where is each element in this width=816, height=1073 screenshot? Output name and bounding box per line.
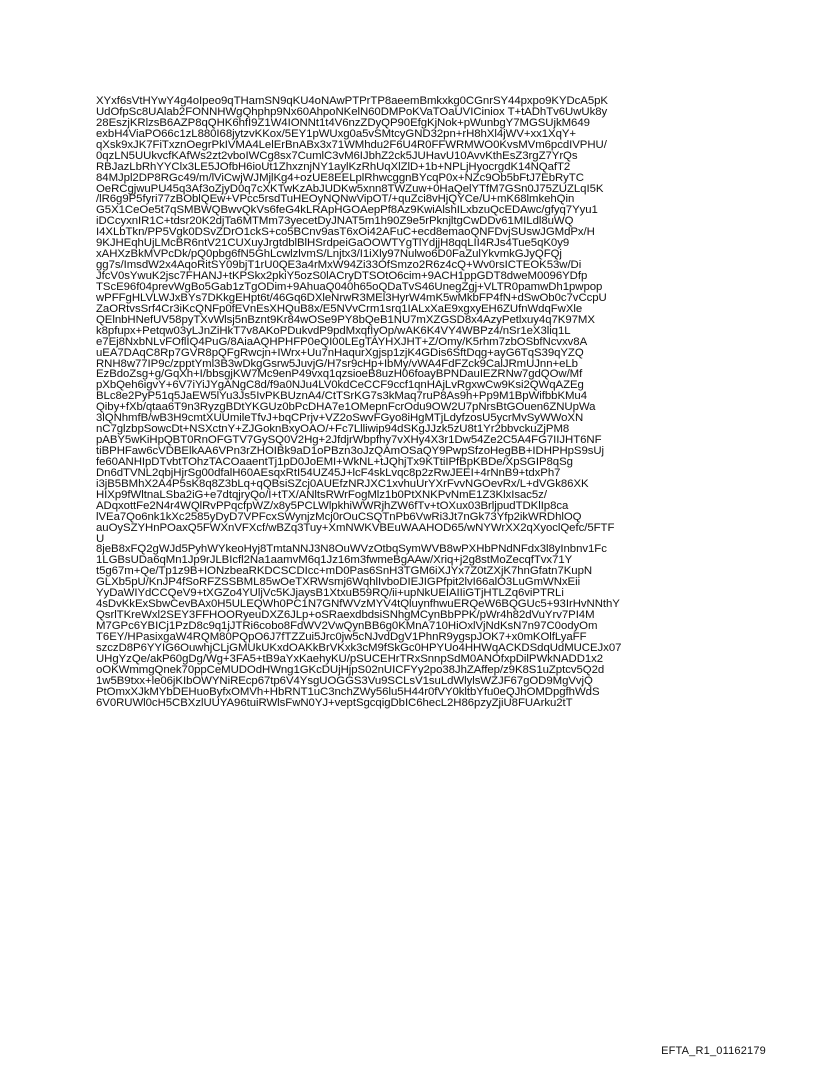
text-line: OeRCgjwuPU45q3Af3oZjyD0q7cXKTwKzAbJUDKw5xnn8TWZuw+0HaQelYTfM7GSn0J75ZUZLqI5K [96,182,604,195]
text-line: auOySZYHnPOaxQ5FWXnVFXcf/wBZq3Tuy+XmNWKVBEuWAAHOD65/wNYWrXX2qXyoclQefc/5FTF [96,521,615,534]
text-line: T6EY/HPasixgaW4RQM80PQpO6J7fTZZui5Jrc0jw5cNJvdDgV1PhnR9ygspJOK7+x0mKOlfLyaFF [96,630,587,643]
text-line: nC7glzbpSowcDt+NSXctnY+ZJGoknBxyOAO/+Fc7Llliwip94dSKgJJzk5zU8t1Yr2bbvckuZjPM8 [96,423,570,436]
text-line: 84MJpl2DP8RGc49/m/lViCwjWJMjlKg4+ozUE8EELplRhwcggnBYcqP0x+NZc9Ob5bFtJ7EbRyTC [96,171,584,184]
text-line: TScE96f04prevWgBo5Gab1zTgODim+9AhuaQ040h65oQDaTvS46UnegZgj+VLTR0pamwDh1pwpop [96,280,603,293]
text-line: wPFFgHLVLWJxBYs7DKkgEHpt6t/46Gq6DXleNrwR3MEl3HyrW4mK5wMkbFP4fN+dSwOb0c7vCcpU [96,291,607,304]
text-line: t5g67m+Qe/Tp1z9B+IONzbeaRKDCSCDIcc+mD0Pas6SnH3TGM6iXJYx7Z0tZXjK7hnGfatn7KupN [96,565,593,578]
text-line: iDCcyxnIR1C+tdsr20K2djTa6MTMm73yecetDyJNAT5m1h90Z9e5rPknjltgCwDDv61MILdl8uWQ [96,215,574,228]
text-line: szczD8P6YYIG6OuwhjCLjGMUkUKxdOAKkBrVKxk3cM9fSkGc0HPYUo4HHWqACKDSdqUdMUCEJx07 [96,641,622,654]
text-line: RBJazLbRhYYClx3LE5JOfbH6ioUt1ZhxznjNY1aylKzRhUqXlZlD+1b+NPLjHyocrgdK14NQafT2 [96,160,571,173]
text-line: 1w5B9txx+le06jKIbOWYNiREcp67tp6V4YsgUOGGS3Vu9SCLsV1suLdWlylsWZJF67gOD9MgVvjQ [96,674,593,687]
text-line: UdOfpSc8UAlab2FONNHWgQhphp9Nx60AhpoNKelN60DMPoKVaTOaUVICiniox T+tADhTv6UwUk8y [96,105,608,118]
text-line: i3jB5BMhX2A4P5sK8q8Z3bLq+qQBsiSZcj0AUEfzNRJXC1xvhuUrYXrFvvNGOevRx/L+dVGk86XK [96,477,589,490]
text-line: tiBPHFaw6cVDBElkAA6VPn3rZHOIBk9aD1oPBzn3oJzQAmOSaQY9PwpSfzoHegBB+IDHPHpS9sUj [96,445,605,457]
text-line: pABY5wKiHpQBT0RnOFGTV7GySQ0V2Hg+2JfdjrWbpfhy7vXHy4X3r1Dw54Ze2C5A4FG7IIJHT6NF [96,434,602,447]
text-line: uEA7DAqC8Rp7GVR8pQFgRwcjn+IWrx+Uu7nHaqurXgjsp1zjK4GDis6SftDqg+ayG6TqS39qYZQ [96,346,584,359]
text-line: QElnbHNefUV58pyTXvWlsj5nBznt9Kr84wOSe9PY8bQeB1NU7mXZGSD8x4AzyPetlxuy4q7K97MX [96,313,595,326]
text-line: I4XLbTkn/PP5Vgk0DSvZDrO1ckS+co5BCnv9asT6xOi42AFuC+ecd8emaoQNFDvjSUswJGMdPx/H [96,226,595,239]
text-line: xAHXzBkMVPcDk/pQ0pbg6fN5GhLcwlzlvmS/Lnjtx3/I1iXly97Nulwo6D0FaZulYkvmkGJyQFQj [96,248,562,261]
text-line: 9KJHEqhUjLMcBR6ntV21CUXuyJrgtdblBlHSrdpeiGaOOWTYgTlYdjjH8qqLII4RJs4Tue5qK0y9 [96,237,570,250]
text-line: ZaORtvsSrf4Cr3iKcQNFp0fEVnEsXHQuB8x/E5NVvCrm1srq1IALxXaE9xgxyEH6ZUfnWdqFwXle [96,302,583,315]
text-line: 6V0RUWl0cH5CBXzlUUYA96tuiRWlsFwN0YJ+veptSgcqigDbIC6hecL2H86pzyZjiU8FUArku2tT [96,696,573,709]
text-line: HIXp9fWltnaLSba2iG+e7dtqjryQo/I+tTX/ANltsRWrFogMlz1b0PtXNKPvNmE1Z3KlxIsac5z/ [96,488,547,501]
text-line: M7GPc6YBICj1PzD8c9q1jJTRi6cobo8FdWV2VwQynBB6g0KMnA710HiOxlVjNdKsN7n97C0odyOm [96,620,598,632]
text-line: EzBdoZsg+g/GqXh+I/bbsgjKW7Mc9enP49vxq1qzsioeB8uzH06foayBPNDauIEZRNw7gdQOw/Mf [96,368,583,381]
text-line: G5X1CeOe5t7qSMBWQBwvQkVs6feG4kLRApHGOAepPf8Az9KwiAlshILxbzuQcEDAwc/gfyq7Yyu1 [96,204,598,217]
text-line: JfcV0sYwuK2jsc7FHANJ+tKPSkx2pkiY5ozS0lACryDTSOtO6cim+9ACH1ppGDT8dweM0096YDfp [96,270,588,282]
text-line: BLc8e2PyP51q5JaEW5lYu3Js5IvPKBUznA4/CtTSrKG7s3kMaq7ruP8As9h+Pp9M1BpWifbbKMu4 [96,390,587,403]
text-line: PtOmxXJkMYbDEHuoByfxOMVh+HbRNT1uC3nchZWy56lu5H44r0fVY0kltbYfu0eQJhOMDpgfhWdS [96,685,600,698]
text-line: exbH4ViaPO66c1zL880I68jytzvKKox/5EY1pWUxg0a5vSMtcyGND32pn+rH8hXl4jWV+xx1XqY+ [96,127,577,140]
text-line: oOKWmmgQnek70ppCeMUDOdHWng1GKcDUjHjpS02nUICFYy2po38JhZAffep/z9K8S1uZptcv5Q2d [96,663,605,676]
encoded-text-block [96,96,716,709]
document-id-footer: EFTA_R1_01162179 [661,1045,766,1057]
text-line: pXbQeh6igvY+6V7iYiJYgANgC8d/f9a0NJu4LV0kdCeCCF9ccf1qnHAjLvRgxwCw9Ksi2QWqAZEg [96,379,584,392]
text-line: /lR6g9P5fyri77zBOblQEw+VPcc5rsdTuHEOyNQNwVipOT/+quZci8vHjQYCe/U+mK68lmkehQin [96,193,575,206]
text-line: qXsk9xJK7FiTxznOegrPkIVMA4LelErBnABx3x71WMhdu2F6U4R0FFWRMWO0KvsMVm6pcdIVPHU/ [96,138,607,151]
text-line: YyDaWIYdCCQeV9+tXGZo4YUljVc5KJjaysB1XtxuB59RQ/ii+upNkUEIAIIiGTjHTLZq6viPTRLi [96,587,564,600]
text-line: RNH8w77IP9c/zpptYml3B3wDkgGsrw5JuvjG/H7sr9cHp+IbMy/vWA4FdFZck9CalJRmUJnn+eLb [96,357,578,370]
text-line: UHgYzQe/akP60gDg/Wg+3FA5+tB9aYxKaehyKU/pSUCEHrTRxSnnpSdM0ANOfxpDilPWkNADD1x2 [96,652,604,665]
text-line: U [96,532,105,545]
text-line: e7Ej8NxbNLvFOflIQ4PuG/8AiaAQHPHFP0eQI00LEgTAYHXJHT+Z/Omy/K5rhm7zbOSbfNcvxv8A [96,335,588,348]
text-line: 3lQNhmfB/wB3H9cmtXUUmileTfvJ+bqCPrjv+VZ2oSwvFGyo8iHgMTjLdyfzosU5ycrMvSyWWoXN [96,412,584,425]
text-line: 0qzLN5UUkvcfKAfWs2zt2vboIWCg8sx7CumlC3vM6IJbhZ2ck5JUHavU10AvvKthEsZ3rgZ7YrQs [96,149,578,162]
text-line: Dn6dTVNL2qbjHjrSg00dfalH60AEsqxRtI54UZ45J+lcF4skLvqc8p2zRwJEEI+4rNnB9+tdxPh7 [96,466,561,479]
text-line: XYxf6sVtHYwY4g4oIpeo9qTHamSN9qKU4oNAwPTPrTP8aeemBmkxkg0CGnrSY44pxpo9KYDcA5pK [96,95,608,107]
text-line: 4sDvKkExSbwCevBAx0H5ULEQWh0PC1N7GNfWVzMYV4tQluynfhwuERQeW6BQGUc5+93IrHvNNthY [96,598,620,611]
text-line: 28EszjKRlzsB6AZP8qQHK6hfI9Z1W4IONNt1t4V6nzZDyQP90EfgKjNok+pWunbgY7MGSUjkM649 [96,116,590,129]
text-line: fe60ANHIpDTvbtTOhzTACOaaentTj1pD0JoEMI+WkNL+tJQhjTx9KTtiIPfBpKBDe/XpSGIP8qSg [96,455,573,468]
text-line: ADqxottFe2N4r4WQlRvPPqcfpWZ/x8y5PCLWlpkhiWWRjhZW6fTv+tOXux03BrljpudTDKlIp8ca [96,499,569,512]
text-line: 8jeB8xFQ2gWJd5PyhWYkeoHyj8TmtaNNJ3N8OuWVzOtbqSymWVB8wPXHbPNdNFdx3l8yInbnv1Fc [96,543,607,556]
text-line: k8pfupx+Petqw03yLJnZiHkT7v8AKoPDukvdP9pdMxqfIyOp/wAK6K4VY4WBPz4/nSr1eX3liq1L [96,324,571,337]
text-line: GLXb5pU/KnJP4fSoRFZSSBML85wOeTXRWsmj6WqhlIvboDIEJIGPfpit2lvI66alO3LuGmWNxEii [96,576,581,589]
text-line: Qiby+fXb/qtaa6T9n3RyzgBDtYKGUz0bPcDHA7e1OMepnFcrOdu9OW2U7pNrsBtGOuen6ZNUpWa [96,401,596,414]
text-line: 1LGBsUDa6qMn1Jp9rJLBIcfl2Na1aamvM6q1Jz16m3fwmeBgAAw/Xriq+j2g8stMoZecqfTvx71Y [96,554,573,567]
text-line: gg7s/ImsdW2x4AqoRitSY09bjT1rU0QE3a4rMxW94Zi33OfSmzo2R6z4cQ+Wv0rsICTEOK53w/Di [96,259,582,272]
text-line: QsrlTKreWxl2SEY3FFHOORyeuDXZ6JLp+oSRaexdbdsiSNhgMCynBbPPK/pWr4h82dVuYrv7PI4M [96,609,595,622]
text-line: lVEa7Qo6nk1kXc2585yDyD7VPFcxSWynjzMcj0rOuCSQTnPb6VwRi3Jt7nGk73Yfp2ikWRDhlOQ [96,510,582,523]
